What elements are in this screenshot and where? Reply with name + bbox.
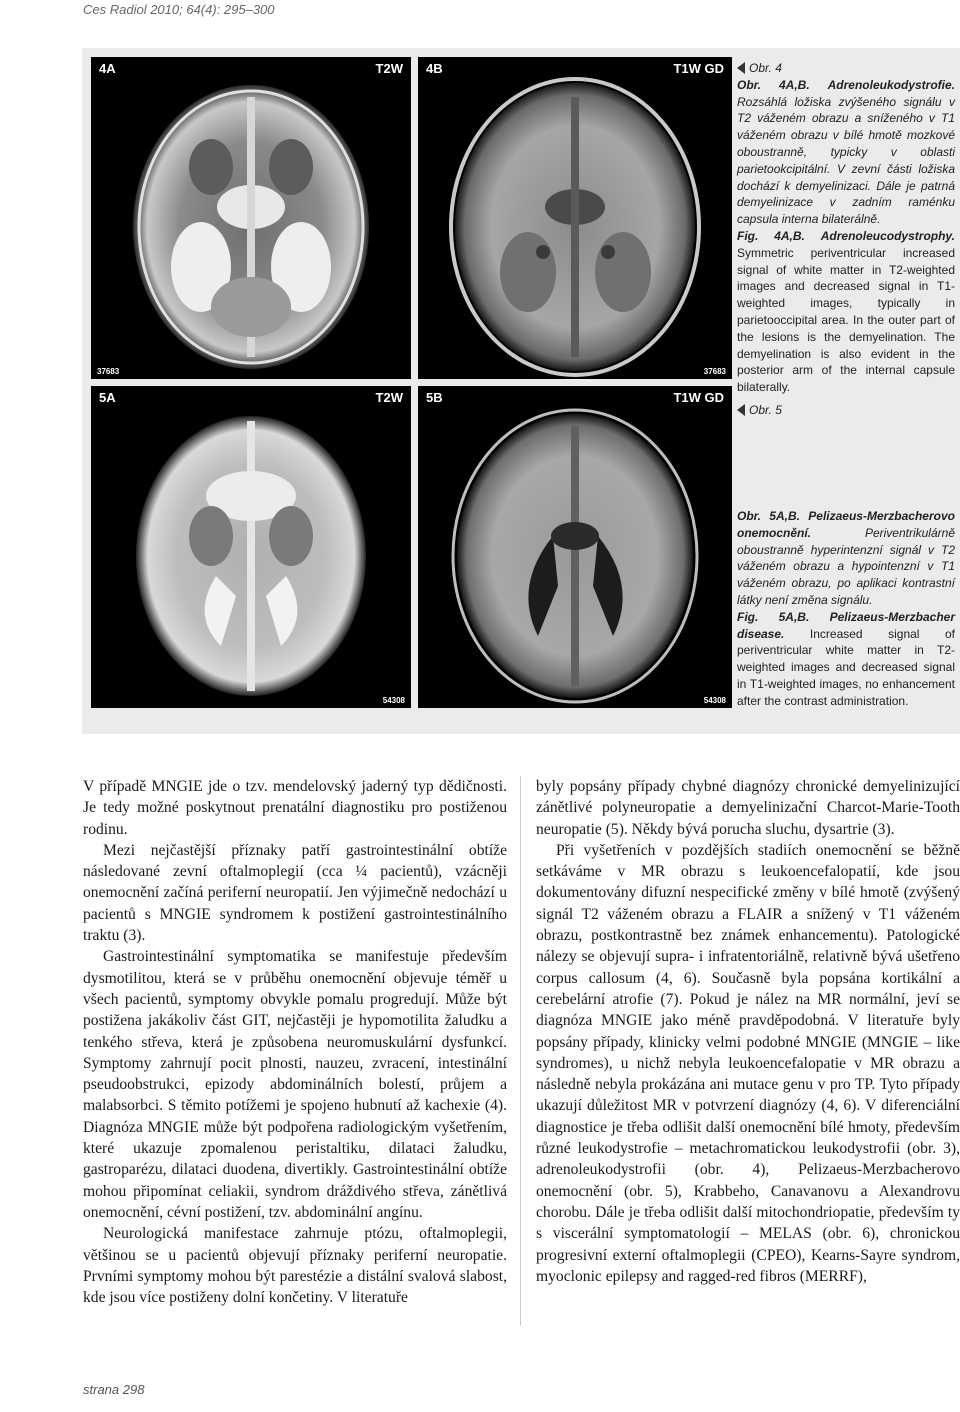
mri-image-5a — [91, 386, 411, 708]
triangle-pointer-icon — [737, 404, 745, 416]
journal-header: Ces Radiol 2010; 64(4): 295–300 — [83, 2, 275, 17]
figure-4-tag — [737, 60, 955, 77]
scan-id-4a: 37683 — [97, 367, 120, 376]
sequence-label-4b: T1W GD — [673, 61, 724, 76]
caption-4-cz-head: Obr. 4A,B. Adrenoleukodystrofie. — [737, 77, 955, 92]
page-number: strana 298 — [83, 1382, 145, 1397]
mri-image-4b — [418, 57, 732, 379]
figure-5-tag-label: Obr. 5 — [749, 402, 782, 417]
caption-5-cz-head: Obr. 5A,B. Pelizaeus-Merzbacherovo onemocnění. — [737, 509, 955, 540]
scan-id-4b: 37683 — [703, 367, 726, 376]
sequence-label-5a: T2W — [375, 390, 403, 405]
figure-5-caption-czech — [737, 508, 955, 609]
paragraph: Při vyšetřeních v pozdějších stadiích onemocnění se běžně setkáváme v MR obrazu s leukoencefalopatií, kde jsou dokumentovány difuzní nespecifické změny v bílé hmotě (zvýšený signál T2 váženém obrazu a FLAIR a snížený v T1 váženém obrazu, postkontrastně bez známek enhancementu). Patologické nálezy se objevují supra- i infratentoriálně, relativně bývá ušetřeno corpus callosum (4, 6). Současně byla popsána kortikální a cerebelární atrofie (7). Pokud je nález na MR normální, jeví se diagnóza MNGIE jako méně pravděpodobná. V literatuře byly popsány případy, klinicky velmi podobné MNGIE (MNGIE – like syndromes), u nichž nebyla leukoencefalopatie v MR obrazu a následně nebyla prokázána ani mutace genu v pro TP. Tyto případy ukazují důležitost MR v potvrzení diagnózy (4, 6). V diferenciální diagnostice je třeba odlišit další onemocnění bílé hmoty, především různé leukodystrofie – metachromatickou leukodystrofii (obr. 3), adrenoleukodystrofii (obr. 4), Pelizaeus-Merzbacherovo onemocnění (obr. 5), Krabbeho, Canavanovu a Alexandrovu chorobu. Dále je třeba odlišit další mitochondriopatie, především ty s viscerální symptomatologií – MELAS (obr. 6), chronickou progresivní externí oftalmoplegii (CPEO), Kearns-Sayre syndrom, myoclonic epilepsy and ragged-red fibros (MERRF), — [536, 841, 960, 1285]
paragraph: V případě MNGIE jde o tzv. mendelovský jaderný typ dědičnosti. Je tedy možné poskytnout prenatální diagnostiku pro postiženou rodinu. — [83, 778, 507, 838]
caption-5-en-body: Increased signal of periventricular white matter in T2-weighted images and decreased signal in T1-weighted images, no enhancement after the contrast administration. — [737, 626, 955, 708]
mri-image-4a — [91, 57, 411, 379]
figure-5-caption-english — [737, 609, 955, 710]
figure-4-caption-english — [737, 228, 955, 396]
caption-5-cz-body: Periventrikulárně oboustranně hyperintenzní signál v T2 váženém obrazu a hypointenzní v T1 váženém obrazu, po aplikaci kontrastní látky není změna signálu. — [737, 525, 955, 607]
triangle-pointer-icon — [737, 62, 745, 74]
scan-id-5b: 54308 — [703, 696, 726, 705]
figure-5-tag — [737, 402, 955, 419]
panel-label-5a: 5A — [99, 390, 116, 405]
caption-4-en-body: Symmetric periventricular increased signal of white matter in T2-weighted images and decreased signal in T1-weighted images, typically in parietooccipital area. In the outer part of the lesions is the demyelination. The demyelination is also evident in the posterior arm of the internal capsule bilaterally. — [737, 245, 955, 395]
paragraph: Gastrointestinální symptomatika se manifestuje především dysmotilitou, která se v průběhu onemocnění objevuje téměř u všech pacientů, symptomy obvykle pomalu progredují. Může být postižena jakákoliv část GIT, nejčastěji je hypomotilita žaludku a tenkého střeva, která je způsobena neuromuskulární dysfunkcí. Symptomy zahrnují pocit plnosti, nauzeu, zvracení, intestinální pseudoobstrukci, epizody abdominálních bolestí, průjem a malabsorbci. S těmito potížemi je spojeno hubnutí až kachexie (4). Diagnóza MNGIE může být podpořena radiologickým vyšetřením, které ukazuje zpomalenou peristaltiku, dilataci žaludku, gastroparézu, dilataci duodena, divertikly. Gastrointestinální obtíže mohou připomínat celiakii, syndrom dráždivého střeva, zánětlivá onemocnění, cévní postižení, tzv. abdominální angínu. — [83, 948, 507, 1221]
mri-image-5b — [418, 386, 732, 708]
paragraph: Neurologická manifestace zahrnuje ptózu, oftalmoplegii, většinou se u pacientů objevují příznaky periferní neuropatie. Prvními symptomy mohou být parestézie a distální svalová slabost, kde jsou více postiženy dolní končetiny. V literatuře — [83, 1225, 507, 1307]
sequence-label-5b: T1W GD — [673, 390, 724, 405]
column-divider — [520, 776, 521, 1326]
paragraph: byly popsány případy chybné diagnózy chronické demyelinizující zánětlivé polyneuropatie a demyelinizační Charcot-Marie-Tooth neuropatie (5). Někdy bývá porucha sluchu, dysartrie (3). — [536, 778, 960, 838]
caption-5-en-head: Fig. 5A,B. Pelizaeus-Merzbacher disease. — [737, 609, 955, 641]
paragraph: Mezi nejčastější příznaky patří gastrointestinální obtíže následované zevní oftalmoplegií (cca ¼ pacientů), vzácněji onemocnění začíná periferní neuropatií. Jen výjimečně nedochází u pacientů s MNGIE syndromem k postižení gastrointestinálního traktu (3). — [83, 841, 507, 945]
figure-4-tag-label: Obr. 4 — [749, 61, 782, 75]
panel-label-5b: 5B — [426, 390, 443, 405]
figure-4-caption — [737, 60, 955, 419]
body-column-right — [536, 776, 960, 1287]
panel-label-4b: 4B — [426, 61, 443, 76]
figure-4-caption-czech — [737, 77, 955, 228]
body-column-left — [83, 776, 507, 1308]
sequence-label-4a: T2W — [375, 61, 403, 76]
panel-label-4a: 4A — [99, 61, 116, 76]
scan-id-5a: 54308 — [382, 696, 405, 705]
caption-4-cz-body: Rozsáhlá ložiska zvýšeného signálu v T2 váženém obrazu a sníženého v T1 váženém obrazu v bílé hmotě mozkové oboustranně, typicky v oblasti parietookcipitální. V zevní části ložiska dochází k demyelinizaci. Dále je patrná demyelinizace v zadním raménku capsula interna bilaterálně. — [737, 94, 955, 227]
figure-5-caption — [737, 508, 955, 710]
caption-4-en-head: Fig. 4A,B. Adrenoleucodystrophy. — [737, 228, 955, 243]
